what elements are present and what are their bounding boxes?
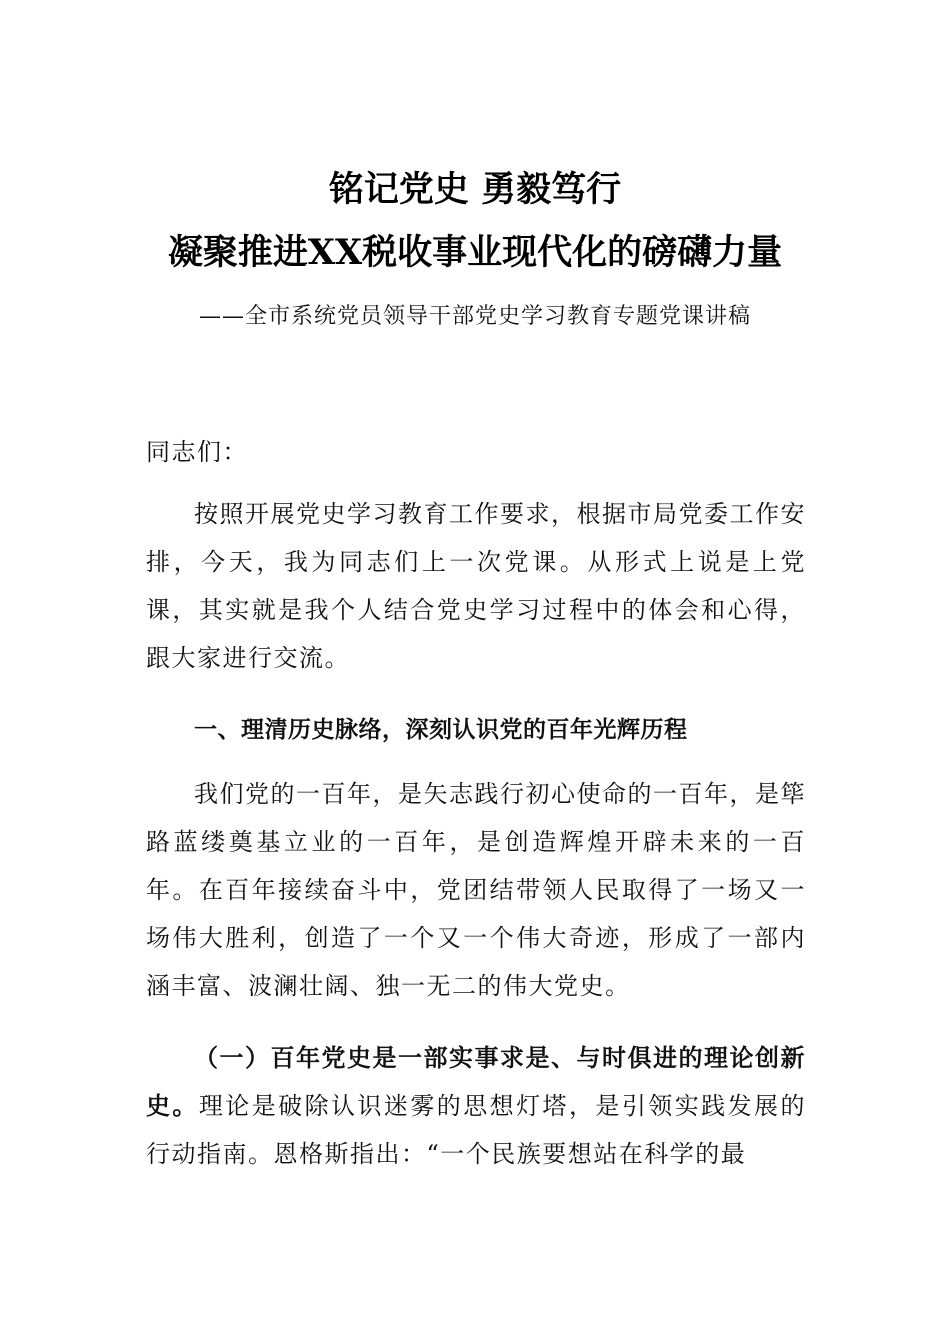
paragraph-introduction: 按照开展党史学习教育工作要求，根据市局党委工作安排，今天，我为同志们上一次党课。从形式上说是上党课，其实就是我个人结合党史学习过程中的体会和心得，跟大家进行交流。 bbox=[146, 500, 806, 672]
document-title-line-2: 凝聚推进XX税收事业现代化的磅礴力量 bbox=[167, 232, 783, 273]
subsection-heading-1: （一）百年党史是一部实事求是、与时俱进的理论创新史。 bbox=[146, 1043, 806, 1120]
section-heading-1: 一、理清历史脉络，深刻认识党的百年光辉历程 bbox=[194, 717, 688, 743]
paragraph-theory-innovation bbox=[146, 1034, 806, 1178]
paragraph-theory-text: 理论是破除认识迷雾的思想灯塔，是引领实践发展的行动指南。恩格斯指出：“一个民族要想站在科学的最 bbox=[146, 1092, 806, 1168]
greeting: 同志们： bbox=[146, 438, 248, 466]
document-title-line-1: 铭记党史 勇毅笃行 bbox=[328, 169, 622, 210]
document-subtitle: ——全市系统党员领导干部党史学习教育专题党课讲稿 bbox=[198, 304, 751, 329]
paragraph-party-history: 我们党的一百年，是矢志践行初心使命的一百年，是筚路蓝缕奠基立业的一百年，是创造辉煌开辟未来的一百年。在百年接续奋斗中，党团结带领人民取得了一场又一场伟大胜利，创造了一个又一个伟大奇迹，形成了一部内涵丰富、波澜壮阔、独一无二的伟大党史。 bbox=[146, 780, 806, 1000]
